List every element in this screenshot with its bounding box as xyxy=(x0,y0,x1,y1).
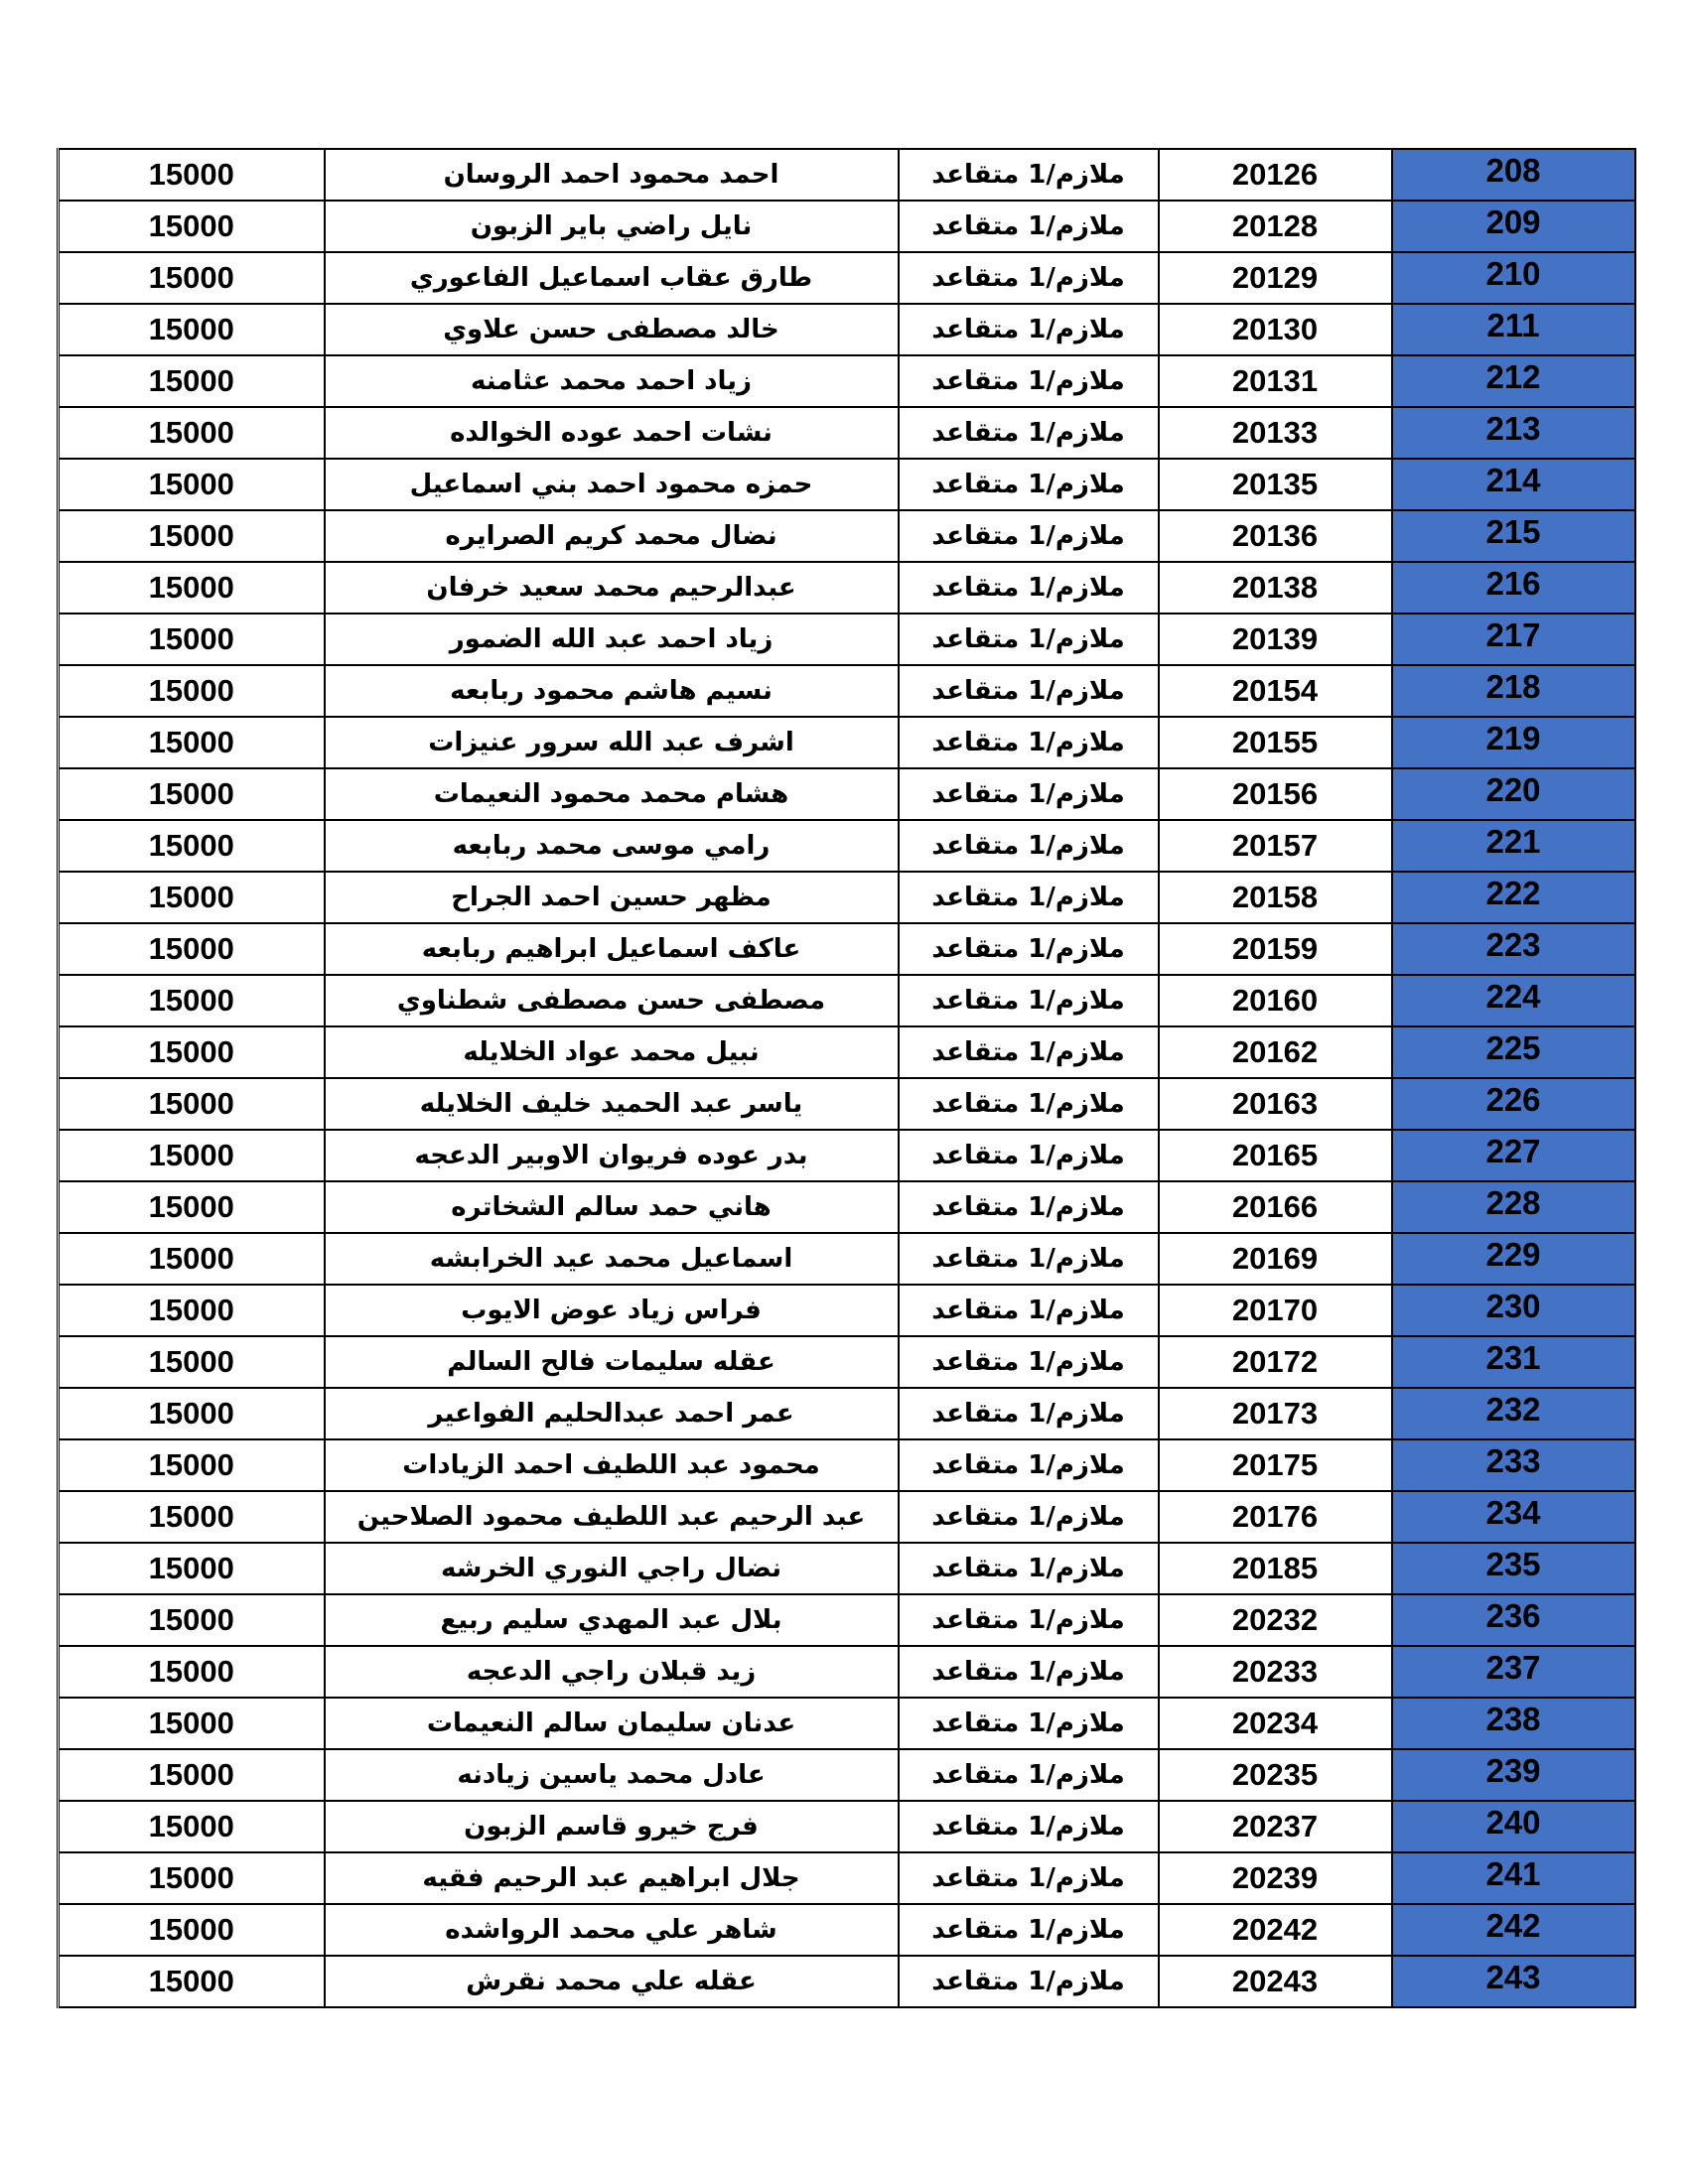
rank-cell: ملازم/1 متقاعد xyxy=(899,1078,1159,1130)
sequence-number: 239 xyxy=(1485,1752,1541,1789)
military-number-cell: 20169 xyxy=(1159,1233,1392,1285)
amount-cell: 15000 xyxy=(59,1956,325,2007)
name-cell: مظهر حسين احمد الجراح xyxy=(325,872,899,923)
table-row xyxy=(59,1852,1635,1904)
sequence-cell xyxy=(1392,1646,1635,1698)
military-number-cell: 20242 xyxy=(1159,1904,1392,1956)
table-row xyxy=(59,1439,1635,1491)
sequence-number: 234 xyxy=(1485,1494,1541,1531)
name-cell: نضال محمد كريم الصرايره xyxy=(325,510,899,562)
military-number-cell: 20128 xyxy=(1159,201,1392,252)
military-number-cell: 20237 xyxy=(1159,1801,1392,1852)
name-cell: جلال ابراهيم عبد الرحيم فقيه xyxy=(325,1852,899,1904)
table-row xyxy=(59,510,1635,562)
name-cell: بلال عبد المهدي سليم ربيع xyxy=(325,1594,899,1646)
rank-cell: ملازم/1 متقاعد xyxy=(899,304,1159,355)
table-row xyxy=(59,717,1635,768)
rank-cell: ملازم/1 متقاعد xyxy=(899,407,1159,459)
name-cell: محمود عبد اللطيف احمد الزيادات xyxy=(325,1439,899,1491)
name-cell: حمزه محمود احمد بني اسماعيل xyxy=(325,459,899,510)
sequence-cell xyxy=(1392,1491,1635,1543)
amount-cell: 15000 xyxy=(59,304,325,355)
amount-cell: 15000 xyxy=(59,1491,325,1543)
table-row xyxy=(59,252,1635,304)
military-number-cell: 20176 xyxy=(1159,1491,1392,1543)
military-number-cell: 20136 xyxy=(1159,510,1392,562)
rank-cell: ملازم/1 متقاعد xyxy=(899,459,1159,510)
roster-body xyxy=(59,149,1635,2007)
amount-cell: 15000 xyxy=(59,1181,325,1233)
sequence-number: 230 xyxy=(1485,1288,1541,1324)
table-row xyxy=(59,562,1635,614)
military-number-cell: 20235 xyxy=(1159,1749,1392,1801)
military-number-cell: 20130 xyxy=(1159,304,1392,355)
sequence-cell xyxy=(1392,1801,1635,1852)
name-cell: ياسر عبد الحميد خليف الخلايله xyxy=(325,1078,899,1130)
name-cell: عقله سليمات فالح السالم xyxy=(325,1336,899,1388)
sequence-cell xyxy=(1392,304,1635,355)
sequence-number: 220 xyxy=(1485,771,1541,808)
military-number-cell: 20139 xyxy=(1159,614,1392,665)
table-row xyxy=(59,1801,1635,1852)
rank-cell: ملازم/1 متقاعد xyxy=(899,1543,1159,1594)
sequence-number: 229 xyxy=(1485,1236,1541,1273)
table-row xyxy=(59,1285,1635,1336)
rank-cell: ملازم/1 متقاعد xyxy=(899,149,1159,201)
military-number-cell: 20133 xyxy=(1159,407,1392,459)
military-number-cell: 20166 xyxy=(1159,1181,1392,1233)
amount-cell: 15000 xyxy=(59,1388,325,1439)
sequence-cell xyxy=(1392,1336,1635,1388)
rank-cell: ملازم/1 متقاعد xyxy=(899,923,1159,975)
name-cell: طارق عقاب اسماعيل الفاعوري xyxy=(325,252,899,304)
rank-cell: ملازم/1 متقاعد xyxy=(899,1749,1159,1801)
table-row xyxy=(59,1698,1635,1749)
military-number-cell: 20163 xyxy=(1159,1078,1392,1130)
rank-cell: ملازم/1 متقاعد xyxy=(899,1026,1159,1078)
sequence-cell xyxy=(1392,1904,1635,1956)
sequence-number: 231 xyxy=(1485,1339,1541,1376)
amount-cell: 15000 xyxy=(59,1285,325,1336)
sequence-number: 216 xyxy=(1485,565,1541,602)
military-number-cell: 20138 xyxy=(1159,562,1392,614)
table-row xyxy=(59,304,1635,355)
sequence-cell xyxy=(1392,820,1635,872)
sequence-number: 225 xyxy=(1485,1029,1541,1066)
table-row xyxy=(59,1130,1635,1181)
amount-cell: 15000 xyxy=(59,1852,325,1904)
sequence-number: 222 xyxy=(1485,875,1541,911)
sequence-cell xyxy=(1392,1749,1635,1801)
table-row xyxy=(59,407,1635,459)
sequence-number: 209 xyxy=(1485,204,1541,240)
rank-cell: ملازم/1 متقاعد xyxy=(899,717,1159,768)
name-cell: احمد محمود احمد الروسان xyxy=(325,149,899,201)
sequence-number: 236 xyxy=(1485,1597,1541,1634)
rank-cell: ملازم/1 متقاعد xyxy=(899,201,1159,252)
sequence-number: 218 xyxy=(1485,668,1541,705)
table-row xyxy=(59,1026,1635,1078)
rank-cell: ملازم/1 متقاعد xyxy=(899,1904,1159,1956)
amount-cell: 15000 xyxy=(59,1439,325,1491)
amount-cell: 15000 xyxy=(59,510,325,562)
amount-cell: 15000 xyxy=(59,459,325,510)
sequence-cell xyxy=(1392,717,1635,768)
table-row xyxy=(59,1956,1635,2007)
amount-cell: 15000 xyxy=(59,1336,325,1388)
sequence-cell xyxy=(1392,252,1635,304)
name-cell: زيد قبلان راجي الدعجه xyxy=(325,1646,899,1698)
amount-cell: 15000 xyxy=(59,355,325,407)
sequence-cell xyxy=(1392,665,1635,717)
military-number-cell: 20159 xyxy=(1159,923,1392,975)
rank-cell: ملازم/1 متقاعد xyxy=(899,1233,1159,1285)
rank-cell: ملازم/1 متقاعد xyxy=(899,1439,1159,1491)
amount-cell: 15000 xyxy=(59,872,325,923)
name-cell: عبد الرحيم عبد اللطيف محمود الصلاحين xyxy=(325,1491,899,1543)
sequence-cell xyxy=(1392,614,1635,665)
name-cell: هاني حمد سالم الشخاتره xyxy=(325,1181,899,1233)
sequence-number: 232 xyxy=(1485,1391,1541,1428)
sequence-cell xyxy=(1392,459,1635,510)
name-cell: زياد احمد محمد عثامنه xyxy=(325,355,899,407)
amount-cell: 15000 xyxy=(59,1698,325,1749)
amount-cell: 15000 xyxy=(59,1801,325,1852)
military-number-cell: 20243 xyxy=(1159,1956,1392,2007)
name-cell: فرج خيرو قاسم الزبون xyxy=(325,1801,899,1852)
rank-cell: ملازم/1 متقاعد xyxy=(899,1646,1159,1698)
table-row xyxy=(59,459,1635,510)
amount-cell: 15000 xyxy=(59,562,325,614)
table-row xyxy=(59,923,1635,975)
amount-cell: 15000 xyxy=(59,149,325,201)
table-row xyxy=(59,355,1635,407)
sequence-cell xyxy=(1392,562,1635,614)
sequence-cell xyxy=(1392,923,1635,975)
table-row xyxy=(59,820,1635,872)
military-number-cell: 20158 xyxy=(1159,872,1392,923)
military-number-cell: 20126 xyxy=(1159,149,1392,201)
military-number-cell: 20165 xyxy=(1159,1130,1392,1181)
sequence-cell xyxy=(1392,872,1635,923)
table-row xyxy=(59,975,1635,1026)
military-number-cell: 20233 xyxy=(1159,1646,1392,1698)
sequence-number: 210 xyxy=(1485,255,1541,292)
sequence-number: 219 xyxy=(1485,720,1541,756)
amount-cell: 15000 xyxy=(59,820,325,872)
sequence-cell xyxy=(1392,975,1635,1026)
rank-cell: ملازم/1 متقاعد xyxy=(899,1852,1159,1904)
amount-cell: 15000 xyxy=(59,768,325,820)
table-row xyxy=(59,1594,1635,1646)
retirees-table xyxy=(57,148,1636,2008)
rank-cell: ملازم/1 متقاعد xyxy=(899,510,1159,562)
sequence-number: 211 xyxy=(1486,307,1540,343)
sequence-cell xyxy=(1392,1388,1635,1439)
sequence-number: 237 xyxy=(1485,1649,1541,1686)
table-row xyxy=(59,201,1635,252)
military-number-cell: 20160 xyxy=(1159,975,1392,1026)
name-cell: نشات احمد عوده الخوالده xyxy=(325,407,899,459)
amount-cell: 15000 xyxy=(59,1543,325,1594)
amount-cell: 15000 xyxy=(59,252,325,304)
sequence-number: 208 xyxy=(1485,152,1541,189)
sequence-cell xyxy=(1392,407,1635,459)
sequence-cell xyxy=(1392,355,1635,407)
military-number-cell: 20162 xyxy=(1159,1026,1392,1078)
military-number-cell: 20155 xyxy=(1159,717,1392,768)
sequence-cell xyxy=(1392,1852,1635,1904)
rank-cell: ملازم/1 متقاعد xyxy=(899,562,1159,614)
sequence-cell xyxy=(1392,1594,1635,1646)
table-row xyxy=(59,768,1635,820)
amount-cell: 15000 xyxy=(59,717,325,768)
sequence-number: 224 xyxy=(1485,978,1541,1015)
name-cell: عمر احمد عبدالحليم الفواعير xyxy=(325,1388,899,1439)
name-cell: شاهر علي محمد الرواشده xyxy=(325,1904,899,1956)
sequence-number: 235 xyxy=(1485,1546,1541,1582)
name-cell: مصطفى حسن مصطفى شطناوي xyxy=(325,975,899,1026)
amount-cell: 15000 xyxy=(59,975,325,1026)
table-row xyxy=(59,1336,1635,1388)
sequence-number: 217 xyxy=(1485,616,1541,653)
rank-cell: ملازم/1 متقاعد xyxy=(899,768,1159,820)
amount-cell: 15000 xyxy=(59,1078,325,1130)
name-cell: خالد مصطفى حسن علاوي xyxy=(325,304,899,355)
name-cell: بدر عوده فريوان الاوبير الدعجه xyxy=(325,1130,899,1181)
table-row xyxy=(59,149,1635,201)
sequence-number: 214 xyxy=(1485,462,1541,498)
name-cell: عادل محمد ياسين زيادنه xyxy=(325,1749,899,1801)
sequence-cell xyxy=(1392,1078,1635,1130)
rank-cell: ملازم/1 متقاعد xyxy=(899,1594,1159,1646)
table-row xyxy=(59,1543,1635,1594)
name-cell: عدنان سليمان سالم النعيمات xyxy=(325,1698,899,1749)
military-number-cell: 20232 xyxy=(1159,1594,1392,1646)
sequence-number: 228 xyxy=(1485,1184,1541,1221)
rank-cell: ملازم/1 متقاعد xyxy=(899,1336,1159,1388)
roster-sheet xyxy=(57,148,1633,2008)
rank-cell: ملازم/1 متقاعد xyxy=(899,1491,1159,1543)
sequence-number: 227 xyxy=(1485,1133,1541,1169)
sequence-cell xyxy=(1392,1233,1635,1285)
rank-cell: ملازم/1 متقاعد xyxy=(899,872,1159,923)
sequence-cell xyxy=(1392,1698,1635,1749)
amount-cell: 15000 xyxy=(59,614,325,665)
sequence-cell xyxy=(1392,1543,1635,1594)
military-number-cell: 20175 xyxy=(1159,1439,1392,1491)
table-row xyxy=(59,1646,1635,1698)
table-row xyxy=(59,1904,1635,1956)
amount-cell: 15000 xyxy=(59,1646,325,1698)
amount-cell: 15000 xyxy=(59,1026,325,1078)
name-cell: عبدالرحيم محمد سعيد خرفان xyxy=(325,562,899,614)
military-number-cell: 20131 xyxy=(1159,355,1392,407)
sequence-cell xyxy=(1392,201,1635,252)
military-number-cell: 20172 xyxy=(1159,1336,1392,1388)
amount-cell: 15000 xyxy=(59,1594,325,1646)
table-row xyxy=(59,1078,1635,1130)
name-cell: اسماعيل محمد عيد الخرابشه xyxy=(325,1233,899,1285)
name-cell: نايل راضي باير الزبون xyxy=(325,201,899,252)
sequence-cell xyxy=(1392,1026,1635,1078)
military-number-cell: 20234 xyxy=(1159,1698,1392,1749)
military-number-cell: 20129 xyxy=(1159,252,1392,304)
sequence-number: 212 xyxy=(1485,358,1541,395)
military-number-cell: 20173 xyxy=(1159,1388,1392,1439)
name-cell: زياد احمد عبد الله الضمور xyxy=(325,614,899,665)
amount-cell: 15000 xyxy=(59,1904,325,1956)
sequence-cell xyxy=(1392,1439,1635,1491)
rank-cell: ملازم/1 متقاعد xyxy=(899,1801,1159,1852)
rank-cell: ملازم/1 متقاعد xyxy=(899,1698,1159,1749)
sequence-number: 238 xyxy=(1485,1701,1541,1737)
rank-cell: ملازم/1 متقاعد xyxy=(899,355,1159,407)
rank-cell: ملازم/1 متقاعد xyxy=(899,1285,1159,1336)
name-cell: نضال راجي النوري الخرشه xyxy=(325,1543,899,1594)
rank-cell: ملازم/1 متقاعد xyxy=(899,820,1159,872)
rank-cell: ملازم/1 متقاعد xyxy=(899,1181,1159,1233)
military-number-cell: 20239 xyxy=(1159,1852,1392,1904)
sequence-number: 221 xyxy=(1485,823,1541,860)
name-cell: نبيل محمد عواد الخلايله xyxy=(325,1026,899,1078)
name-cell: اشرف عبد الله سرور عنيزات xyxy=(325,717,899,768)
military-number-cell: 20185 xyxy=(1159,1543,1392,1594)
table-row xyxy=(59,1181,1635,1233)
sequence-number: 241 xyxy=(1485,1855,1541,1892)
military-number-cell: 20170 xyxy=(1159,1285,1392,1336)
table-row xyxy=(59,1233,1635,1285)
sequence-number: 233 xyxy=(1485,1442,1541,1479)
name-cell: عاكف اسماعيل ابراهيم ربابعه xyxy=(325,923,899,975)
rank-cell: ملازم/1 متقاعد xyxy=(899,614,1159,665)
sequence-number: 226 xyxy=(1485,1081,1541,1118)
name-cell: عقله علي محمد نقرش xyxy=(325,1956,899,2007)
sequence-number: 213 xyxy=(1485,410,1541,447)
rank-cell: ملازم/1 متقاعد xyxy=(899,665,1159,717)
sequence-number: 223 xyxy=(1485,926,1541,963)
rank-cell: ملازم/1 متقاعد xyxy=(899,1956,1159,2007)
amount-cell: 15000 xyxy=(59,201,325,252)
table-row xyxy=(59,1491,1635,1543)
amount-cell: 15000 xyxy=(59,1233,325,1285)
amount-cell: 15000 xyxy=(59,923,325,975)
name-cell: رامي موسى محمد ربابعه xyxy=(325,820,899,872)
rank-cell: ملازم/1 متقاعد xyxy=(899,975,1159,1026)
sequence-cell xyxy=(1392,510,1635,562)
sequence-number: 215 xyxy=(1485,513,1541,550)
military-number-cell: 20156 xyxy=(1159,768,1392,820)
table-row xyxy=(59,614,1635,665)
military-number-cell: 20135 xyxy=(1159,459,1392,510)
military-number-cell: 20157 xyxy=(1159,820,1392,872)
amount-cell: 15000 xyxy=(59,1749,325,1801)
table-row xyxy=(59,872,1635,923)
sequence-cell xyxy=(1392,1130,1635,1181)
sequence-number: 242 xyxy=(1485,1907,1541,1944)
name-cell: نسيم هاشم محمود ربابعه xyxy=(325,665,899,717)
table-row xyxy=(59,1388,1635,1439)
sequence-cell xyxy=(1392,1181,1635,1233)
rank-cell: ملازم/1 متقاعد xyxy=(899,252,1159,304)
table-row xyxy=(59,1749,1635,1801)
table-row xyxy=(59,665,1635,717)
sequence-cell xyxy=(1392,149,1635,201)
sequence-cell xyxy=(1392,1956,1635,2007)
military-number-cell: 20154 xyxy=(1159,665,1392,717)
sequence-number: 243 xyxy=(1485,1959,1541,1995)
rank-cell: ملازم/1 متقاعد xyxy=(899,1388,1159,1439)
sequence-number: 240 xyxy=(1485,1804,1541,1841)
rank-cell: ملازم/1 متقاعد xyxy=(899,1130,1159,1181)
name-cell: فراس زياد عوض الايوب xyxy=(325,1285,899,1336)
sequence-cell xyxy=(1392,1285,1635,1336)
amount-cell: 15000 xyxy=(59,665,325,717)
sequence-cell xyxy=(1392,768,1635,820)
amount-cell: 15000 xyxy=(59,407,325,459)
amount-cell: 15000 xyxy=(59,1130,325,1181)
name-cell: هشام محمد محمود النعيمات xyxy=(325,768,899,820)
